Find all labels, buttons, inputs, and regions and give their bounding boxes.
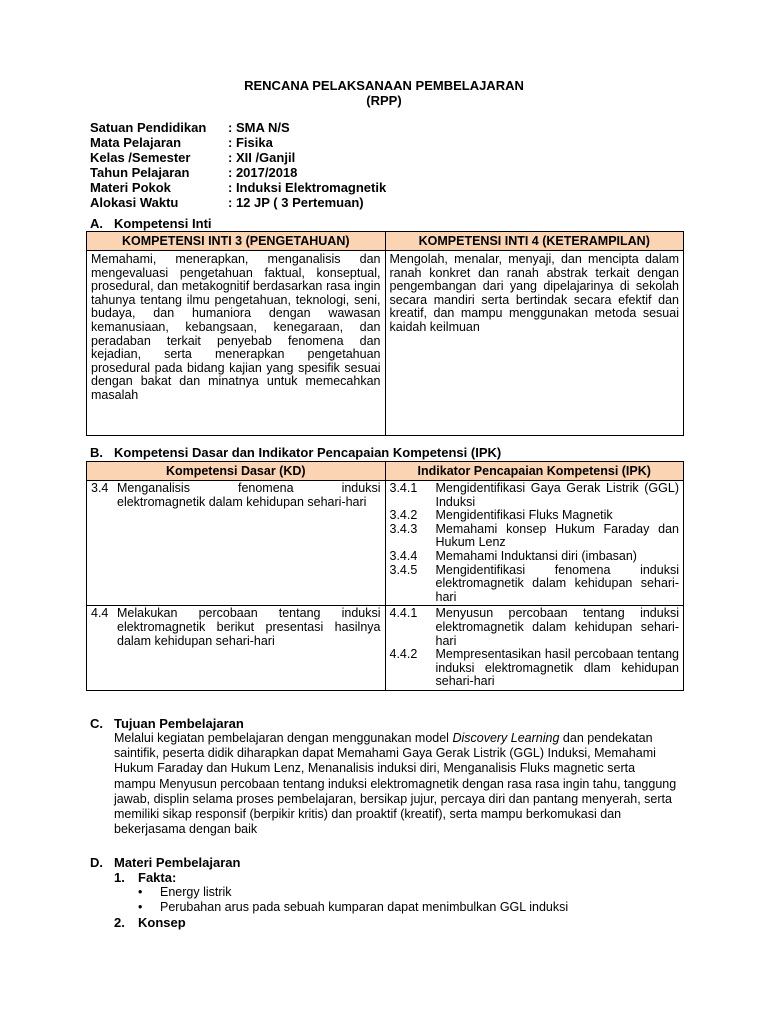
ipk-number: 4.4.1 <box>389 606 418 621</box>
ki3-cell: Memahami, menerapkan, menganalisis dan mengevaluasi pengetahuan faktual, konseptual, prosedural, dan metakognitif berdasarkan rasa ingin tahunya tentang ilmu pengetahuan, teknologi, seni, budaya, dan humaniora dengan wawasan kemanusiaan, kebangsaan, kenegaraan, dan peradaban terkait penyebab fenomena dan kejadian, serta menerapkan pengetahuan prosedural pada bidang kajian yang spesifik sesuai dengan bakat dan minatnya untuk memecahkan masalah <box>87 251 386 436</box>
paragraph-text: Melalui kegiatan pembelajaran dengan menggunakan model <box>114 731 453 745</box>
bullet-text: Energy listrik <box>160 885 232 899</box>
section-title: Kompetensi Dasar dan Indikator Pencapaian Kompetensi (IPK) <box>114 445 502 460</box>
meta-row <box>90 150 386 165</box>
section-title: Kompetensi Inti <box>114 216 212 231</box>
list-item <box>390 523 680 550</box>
identity-block <box>90 120 386 210</box>
ipk-header: Indikator Pencapaian Kompetensi (IPK) <box>385 462 684 481</box>
meta-row <box>90 135 386 150</box>
meta-key: Materi Pokok <box>90 180 171 195</box>
model-name-italic: Discovery Learning <box>452 731 560 745</box>
list-item <box>390 648 680 689</box>
meta-key: Mata Pelajaran <box>90 135 182 150</box>
ipk-text: Mempresentasikan hasil percobaan tentang induksi elektromagnetik dlam kehidupan sehari-hari <box>435 647 679 689</box>
ki4-header: KOMPETENSI INTI 4 (KETERAMPILAN) <box>385 232 684 251</box>
item-number: 2. <box>114 915 125 930</box>
meta-key: Kelas /Semester <box>90 150 191 165</box>
ipk-number: 4.4.2 <box>389 647 418 662</box>
kompetensi-inti-table <box>86 231 684 436</box>
list-item <box>138 885 232 900</box>
kd-cell <box>87 481 386 606</box>
section-a-heading <box>90 216 212 231</box>
ipk-text: Mengidentifikasi Gaya Gerak Listrik (GGL) Induksi <box>435 481 679 509</box>
list-item <box>138 900 568 915</box>
bullet-icon: • <box>138 900 143 914</box>
kd-number: 4.4 <box>91 606 109 621</box>
section-title: Tujuan Pembelajaran <box>114 716 244 731</box>
kd-text: Melakukan percobaan tentang induksi elektromagnetik berikut presentasi hasilnya dalam kehidupan sehari-hari <box>117 606 381 648</box>
title-line-2: (RPP) <box>366 93 402 108</box>
item-number: 1. <box>114 870 125 885</box>
meta-row <box>90 195 386 210</box>
section-number: D. <box>90 855 103 870</box>
table-row <box>87 481 684 606</box>
ipk-number: 3.4.2 <box>389 508 418 523</box>
ipk-number: 3.4.1 <box>389 481 418 495</box>
section-title: Materi Pembelajaran <box>114 855 241 870</box>
section-c-heading <box>90 716 244 731</box>
meta-value: : XII /Ganjil <box>228 150 296 165</box>
meta-key: Satuan Pendidikan <box>90 120 207 135</box>
meta-key: Alokasi Waktu <box>90 195 179 210</box>
section-number: B. <box>90 445 103 460</box>
paragraph-text: dan pendekatan saintifik, peserta didik diharapkan dapat Memahami Gaya Gerak Listrik (GGL) Induksi, Memahami Hukum Faraday dan Hukum Lenz, Menanalisis induksi diri, Menganalisis Fluks magnetic serta mampu Menyusun percobaan tentang induksi elektromagnetik dengan rasa rasa ingin tahu, tanggung jawab, displin selama proses pembelajaran, bersikap jujur, percaya diri dan pantang menyerah, serta memiliki sikap responsif (berpikir kritis) dan proaktif (kreatif), serta mampu berkomukasi dan bekerjasama dengan baik <box>114 731 677 837</box>
kd-header: Kompetensi Dasar (KD) <box>87 462 386 481</box>
list-item <box>390 550 680 564</box>
ipk-number: 3.4.4 <box>389 548 418 563</box>
ki3-header: KOMPETENSI INTI 3 (PENGETAHUAN) <box>87 232 386 251</box>
meta-value: : 12 JP ( 3 Pertemuan) <box>228 195 364 210</box>
meta-value: : Fisika <box>228 135 273 150</box>
ipk-number: 3.4.3 <box>389 521 418 536</box>
meta-value: : 2017/2018 <box>228 165 298 180</box>
item-title: Fakta: <box>138 870 177 885</box>
meta-row <box>90 165 386 180</box>
meta-key: Tahun Pelajaran <box>90 165 190 180</box>
document-title <box>0 78 768 108</box>
ipk-text: Menyusun percobaan tentang induksi elektromagnetik dalam kehidupan sehari-hari <box>435 606 679 648</box>
section-number: C. <box>90 716 103 731</box>
ipk-text: Mengidentifikasi fenomena induksi elektromagnetik dalam kehidupan sehari-hari <box>435 562 679 604</box>
list-item <box>390 509 680 523</box>
ki4-cell: Mengolah, menalar, menyaji, dan mencipta dalam ranah konkret dan ranah abstrak terkait dengan pengembangan dari yang dipelajarinya di sekolah secara mandiri serta bertindak secara efektif dan kreatif, dan mampu menggunakan metoda sesuai kaidah keilmuan <box>385 251 684 436</box>
materi-item-fakta <box>114 870 176 885</box>
tujuan-paragraph <box>114 731 680 837</box>
ipk-cell <box>385 481 684 606</box>
ipk-text: Memahami konsep Hukum Faraday dan Hukum Lenz <box>435 521 679 550</box>
list-item <box>390 607 680 648</box>
list-item <box>390 564 680 605</box>
kd-number: 3.4 <box>91 481 109 495</box>
table-row <box>87 606 684 691</box>
bullet-icon: • <box>138 885 143 899</box>
kd-ipk-table <box>86 461 684 691</box>
bullet-text: Perubahan arus pada sebuah kumparan dapat menimbulkan GGL induksi <box>160 900 569 914</box>
item-title: Konsep <box>138 915 186 930</box>
section-d-heading <box>90 855 240 870</box>
meta-value: : SMA N/S <box>228 120 290 135</box>
section-b-heading <box>90 445 501 460</box>
kd-text: Menganalisis fenomena induksi elektromagnetik dalam kehidupan sehari-hari <box>117 481 381 509</box>
materi-item-konsep <box>114 915 186 930</box>
ipk-cell <box>385 606 684 691</box>
meta-value: : Induksi Elektromagnetik <box>228 180 387 195</box>
meta-row <box>90 180 386 195</box>
kd-cell <box>87 606 386 691</box>
ipk-number: 3.4.5 <box>389 562 418 577</box>
list-item <box>390 482 680 509</box>
ipk-text: Mengidentifikasi Fluks Magnetik <box>435 508 613 523</box>
section-number: A. <box>90 216 103 231</box>
meta-row <box>90 120 386 135</box>
ipk-text: Memahami Induktansi diri (imbasan) <box>435 548 637 563</box>
title-line-1: RENCANA PELAKSANAAN PEMBELAJARAN <box>244 78 524 93</box>
